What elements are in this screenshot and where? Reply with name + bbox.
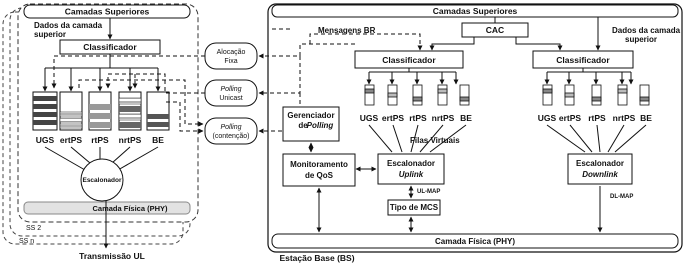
base-station-group [268,4,682,263]
bs-right-queue-label: BE [640,113,652,123]
mcs-label: Tipo de MCS [389,203,439,212]
polling-manager-line2: de [298,121,308,130]
ss-queue-label: rtPS [91,135,109,145]
polling-contention-box [205,118,257,144]
dl-map-label: DL-MAP [610,194,634,200]
bs-phy-label: Camada Física (PHY) [434,237,516,246]
ss-queue-label: nrtPS [118,135,142,145]
polling-unicast-line2: Unicast [219,95,243,102]
bs-upper-data-line1: Dados da camada [612,26,681,35]
cac-label: CAC [485,25,505,35]
bs-upper-layers-label: Camadas Superiores [432,6,518,16]
subscriber-station-group [3,4,198,261]
bs-classifier-right-label: Classificador [556,55,610,65]
polling-manager-line3: Polling [306,121,334,130]
ss-classifier-label: Classificador [83,42,137,52]
bs-caption: Estação Base (BS) [279,253,355,263]
ss-upper-data-line2: superior [34,30,67,39]
ss-queue-nrtps [119,92,141,130]
ul-scheduler-line2: Uplink [398,170,424,179]
virtual-queues-label: Filas Virtuais [410,136,460,145]
ss-upper-data-line1: Dados da camada [34,21,103,30]
bs-upper-data-line2: superior [625,35,658,44]
bs-right-queue-label: ertPS [558,113,582,123]
dl-scheduler-line1: Escalonador [575,159,625,168]
dl-scheduler-line2: Downlink [582,170,618,179]
bs-virtual-queues-right [543,85,649,105]
bs-left-queue-label: BE [460,113,472,123]
polling-unicast-line1: Polling [220,86,242,93]
ss-2-label: SS 2 [26,225,42,232]
ul-transmission-label: Transmissão UL [79,251,145,261]
qos-monitor-box [283,154,355,186]
qos-monitor-line2: de QoS [304,171,334,180]
ss-queue-ugs [33,92,57,130]
bs-right-queue-label: nrtPS [612,113,636,123]
polling-contention-line1: Polling [220,124,242,131]
ss-queue-rtps [89,92,111,130]
fixed-allocation-line1: Alocação [216,49,246,56]
polling-unicast-box [205,80,257,106]
bs-virtual-queues-left [365,85,469,105]
bs-classifier-left-label: Classificador [382,55,436,65]
polling-contention-line2: (contenção) [212,133,250,140]
fixed-allocation-box [205,43,257,69]
ul-scheduler-line1: Escalonador [386,159,436,168]
ss-queue-label: BE [152,135,164,145]
bs-left-queue-label: UGS [359,113,379,123]
ss-n-label: SS n [19,238,35,245]
ss-phy-label: Camada Física (PHY) [92,204,168,213]
bs-left-queue-label: nrtPS [431,113,455,123]
bs-right-queue-label: rtPS [588,113,606,123]
bs-right-queue-label: UGS [537,113,557,123]
ss-queue-be [147,92,169,130]
fixed-allocation-line2: Fixa [224,58,238,65]
ss-scheduler-label: Escalonador [82,177,122,184]
ss-queue-label: UGS [35,135,55,145]
bs-left-queue-label: rtPS [409,113,427,123]
ss-upper-layers-label: Camadas Superiores [64,6,150,17]
ss-queue-ertps [60,92,82,130]
bs-left-queue-label: ertPS [381,113,405,123]
qos-monitor-line1: Monitoramento [290,160,348,169]
br-messages-label: Mensagens BR [318,26,376,35]
polling-manager-line1: Gerenciador [287,111,335,120]
ul-map-label: UL-MAP [417,189,441,195]
bs-queue-feed-lines [369,68,631,84]
ss-queue-label: ertPS [59,135,83,145]
